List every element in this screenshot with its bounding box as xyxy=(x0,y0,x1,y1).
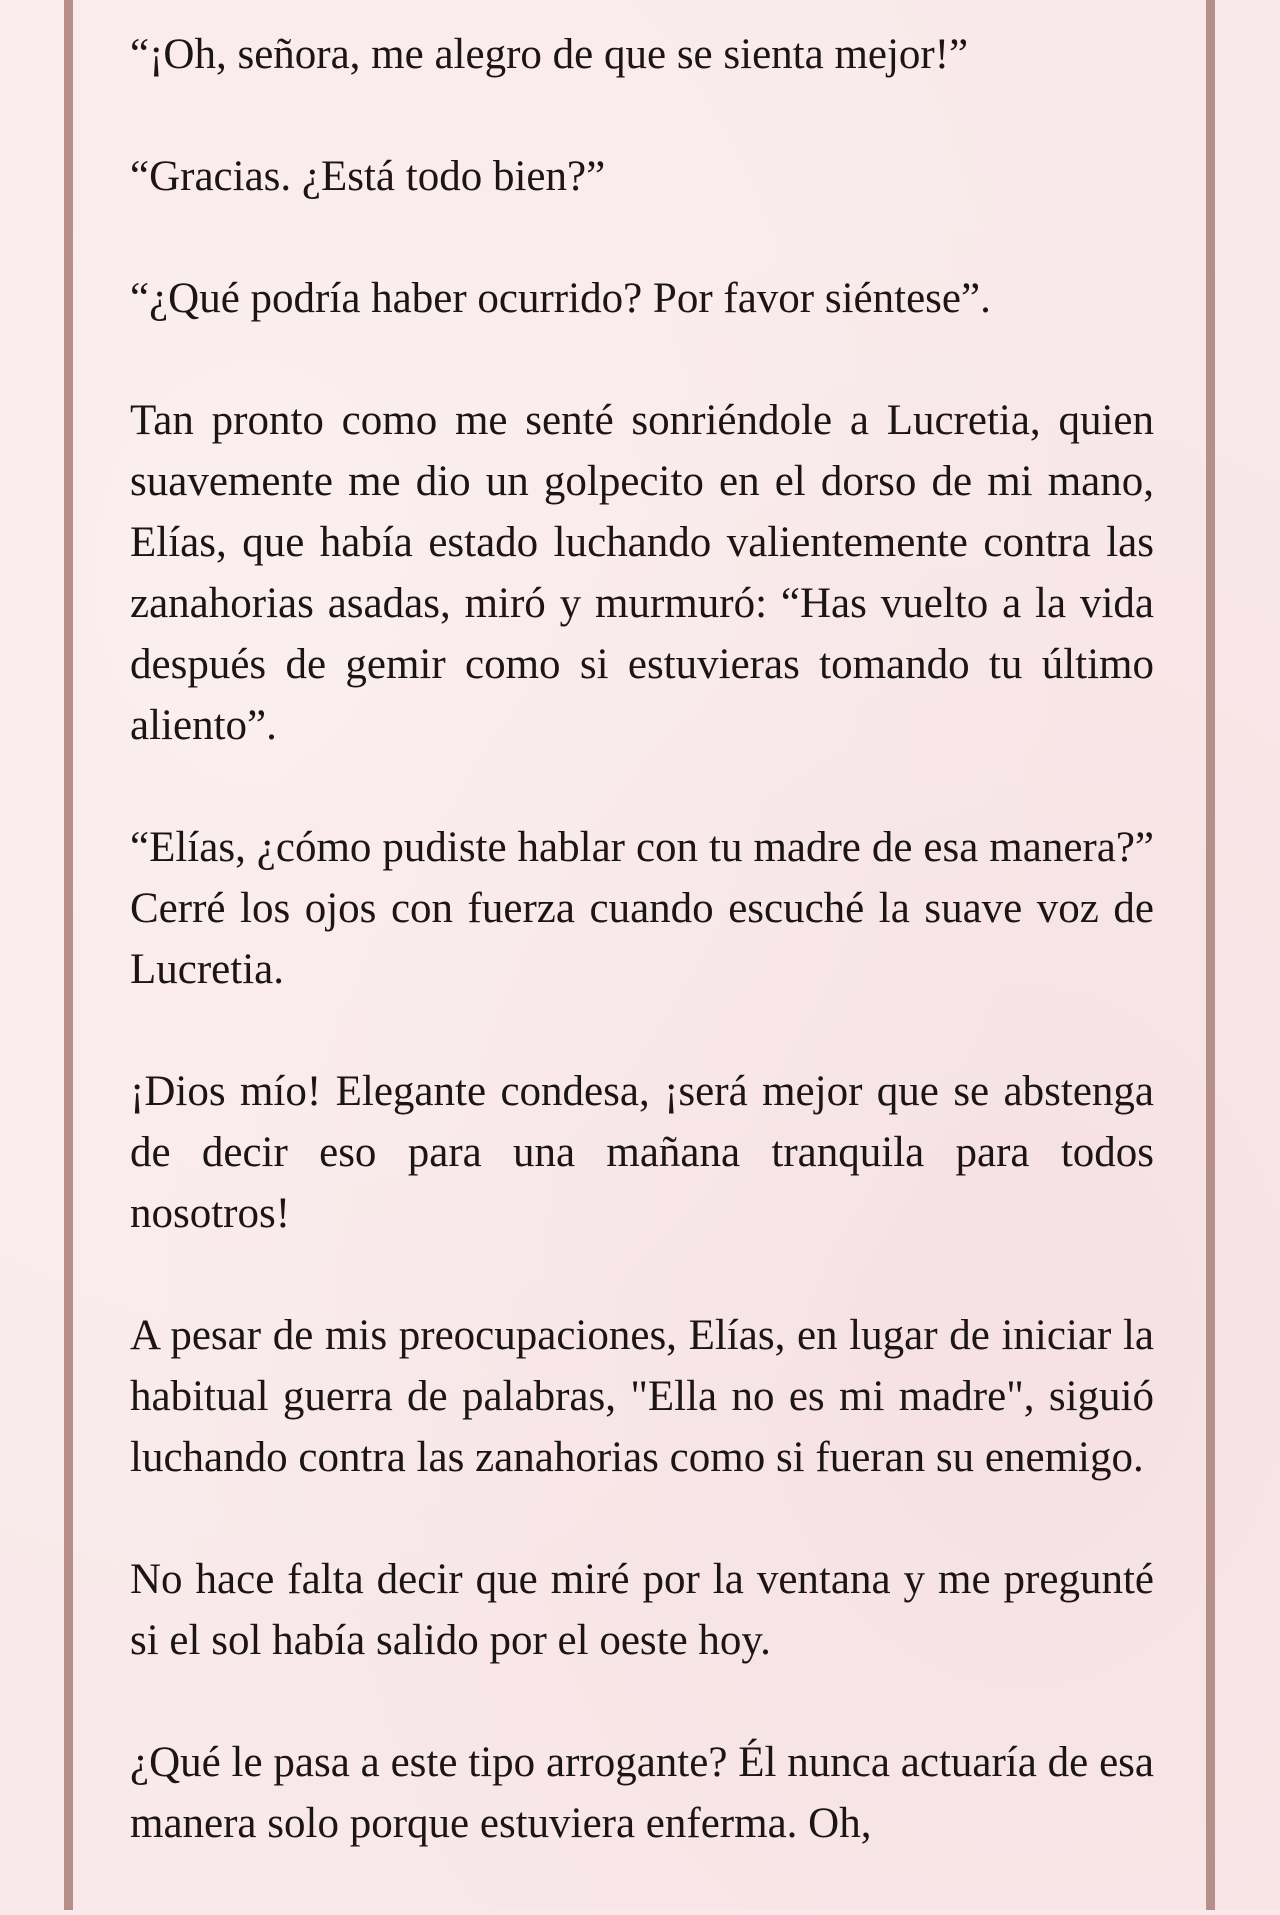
paragraph: A pesar de mis preocupaciones, Elías, en lugar de iniciar la habitual guerra de palabras, "Ella no es mi madre", siguió luchando contra las zanahorias como si fueran su enemigo. xyxy=(130,1312,1154,1481)
right-border xyxy=(1206,0,1215,1910)
left-border xyxy=(64,0,73,1910)
paragraph: “¡Oh, señora, me alegro de que se sienta mejor!” xyxy=(130,31,969,78)
paragraph: No hace falta decir que miré por la ventana y me pregunté si el sol había salido por el oeste hoy. xyxy=(130,1556,1154,1664)
paragraph: ¿Qué le pasa a este tipo arrogante? Él nunca actuaría de esa manera solo porque estuviera enferma. Oh, xyxy=(130,1739,1154,1847)
paragraph: “Elías, ¿cómo pudiste hablar con tu madre de esa manera?” Cerré los ojos con fuerza cuando escuché la suave voz de Lucretia. xyxy=(130,824,1154,993)
paragraph: ¡Dios mío! Elegante condesa, ¡será mejor que se abstenga de decir eso para una mañana tranquila para todos nosotros! xyxy=(130,1068,1154,1237)
paragraph: “Gracias. ¿Está todo bien?” xyxy=(130,153,606,200)
paragraph: Tan pronto como me senté sonriéndole a Lucretia, quien suavemente me dio un golpecito en el dorso de mi mano, Elías, que había estado luchando valientemente contra las zanahorias asadas, miró y murmuró: “Has vuelto a la vida después de gemir como si estuvieras tomando tu último aliento”. xyxy=(130,397,1154,749)
reader-content[interactable] xyxy=(130,24,1154,1915)
paragraph: “¿Qué podría haber ocurrido? Por favor siéntese”. xyxy=(130,275,991,322)
